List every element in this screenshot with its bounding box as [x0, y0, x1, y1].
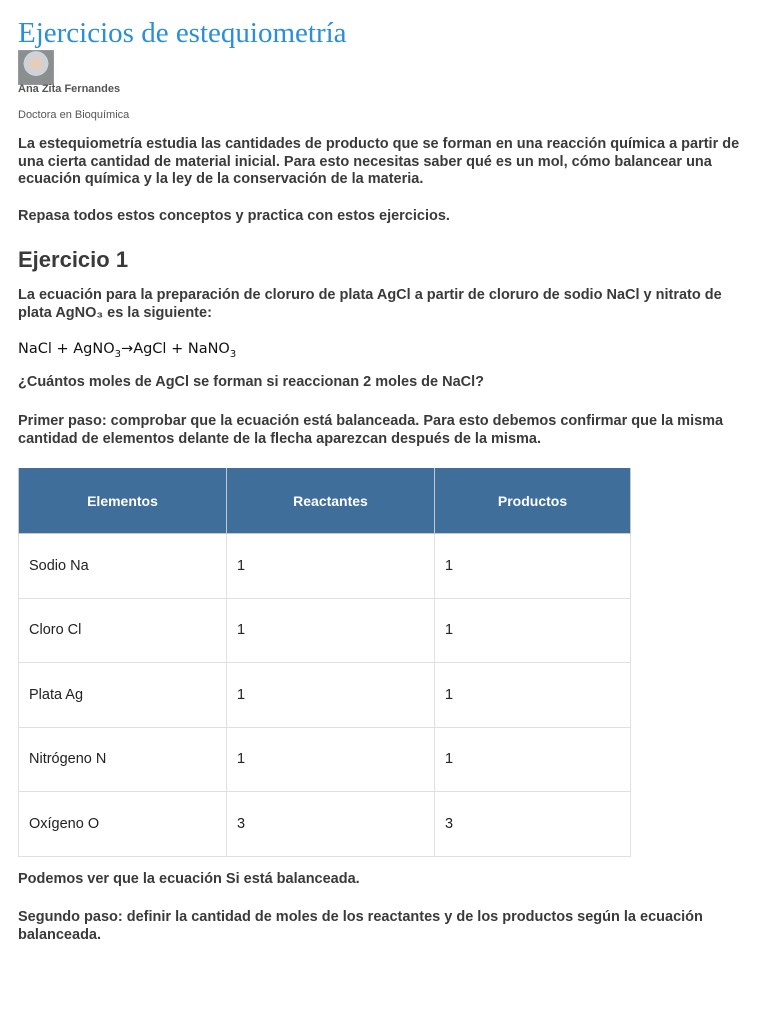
table-row	[19, 663, 631, 728]
header-reactantes: Reactantes	[227, 468, 435, 534]
cell-products: 1	[435, 598, 631, 663]
exercise-statement: La ecuación para la preparación de cloruro de plata AgCl a partir de cloruro de sodio NaCl y nitrato de plata AgNO₃ es la siguiente:	[18, 287, 722, 321]
cell-reactants: 1	[227, 534, 435, 599]
reactant-nacl: NaCl	[18, 341, 52, 357]
table-row	[19, 598, 631, 663]
table-row	[19, 792, 631, 857]
plus-sign: +	[56, 341, 69, 357]
page-title: Ejercicios de estequiometría	[18, 17, 347, 49]
cell-products: 1	[435, 534, 631, 599]
step-1: Primer paso: comprobar que la ecuación está balanceada. Para esto debemos confirmar que la misma cantidad de elementos delante de la flecha aparezcan después de la misma.	[18, 413, 724, 447]
cell-reactants: 1	[227, 727, 435, 792]
cell-element: Oxígeno O	[19, 792, 227, 857]
balance-table	[18, 468, 631, 857]
header-elementos: Elementos	[19, 468, 227, 534]
intro-paragraph: La estequiometría estudia las cantidades de producto que se forman en una reacción química a partir de una cierta cantidad de material inicial. Para esto necesitas saber qué es un mol, cómo balancear una ecuación química y la ley de la conservación de la materia.	[18, 136, 740, 187]
plus-sign-2: +	[171, 341, 184, 357]
header-productos: Productos	[435, 468, 631, 534]
cell-element: Cloro Cl	[19, 598, 227, 663]
cell-products: 1	[435, 663, 631, 728]
cell-products: 1	[435, 727, 631, 792]
cell-reactants: 3	[227, 792, 435, 857]
table-row	[19, 534, 631, 599]
exercise-heading: Ejercicio 1	[18, 247, 129, 272]
author-name[interactable]: Ana Zita Fernandes	[18, 83, 121, 95]
step-2: Segundo paso: definir la cantidad de moles de los reactantes y de los productos según la ecuación balanceada.	[18, 909, 703, 943]
cell-reactants: 1	[227, 663, 435, 728]
reaction-arrow-icon: →	[121, 341, 134, 357]
table-header-row	[19, 468, 631, 534]
cell-products: 3	[435, 792, 631, 857]
conclusion: Podemos ver que la ecuación Si está balanceada.	[18, 871, 360, 887]
exercise-question: ¿Cuántos moles de AgCl se forman si reaccionan 2 moles de NaCl?	[18, 374, 485, 390]
cell-element: Sodio Na	[19, 534, 227, 599]
author-role: Doctora en Bioquímica	[18, 109, 130, 121]
author-avatar[interactable]	[18, 50, 54, 85]
product-agcl: AgCl	[133, 341, 167, 357]
intro-paragraph-2: Repasa todos estos conceptos y practica con estos ejercicios.	[18, 208, 450, 224]
cell-element: Plata Ag	[19, 663, 227, 728]
chemical-equation	[18, 341, 236, 360]
cell-element: Nitrógeno N	[19, 727, 227, 792]
cell-reactants: 1	[227, 598, 435, 663]
product-nano3: NaNO$_3$	[187, 341, 237, 360]
table-row	[19, 727, 631, 792]
reactant-agno3: AgNO$_3$	[73, 341, 122, 360]
